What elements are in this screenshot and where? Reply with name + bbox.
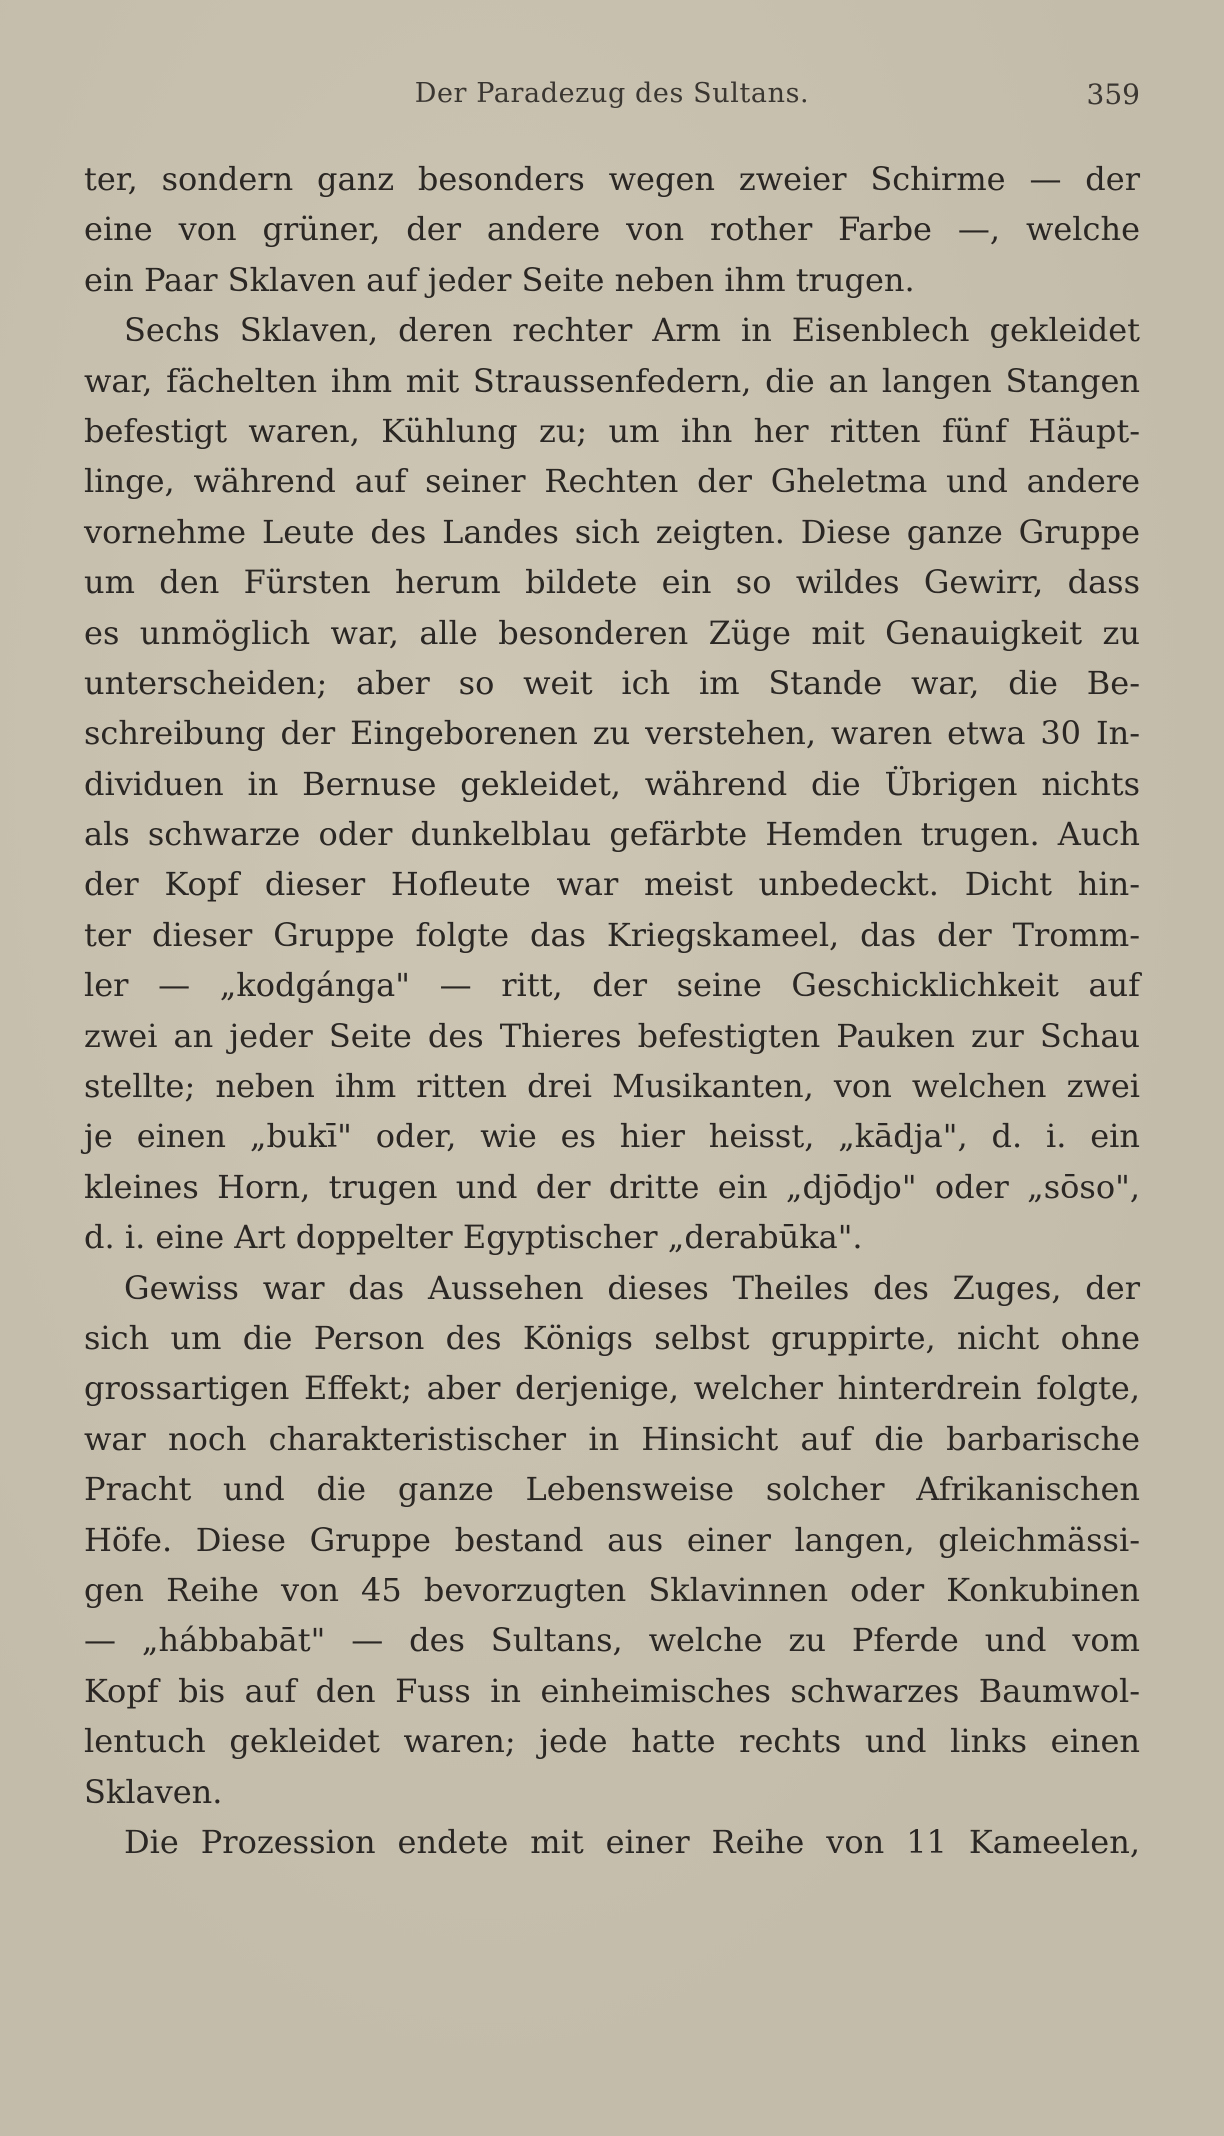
text-line: unterscheiden; aber so weit ich im Stande war, die Be- (84, 663, 1140, 702)
text-line: dividuen in Bernuse gekleidet, während die Übrigen nichts (84, 764, 1140, 803)
text-line: befestigt waren, Kühlung zu; um ihn her ritten fünf Häupt- (84, 411, 1140, 450)
text-line: sich um die Person des Königs selbst gruppirte, nicht ohne (84, 1318, 1140, 1357)
text-line: schreibung der Eingeborenen zu verstehen, waren etwa 30 In- (84, 714, 1140, 753)
text-line: als schwarze oder dunkelblau gefärbte Hemden trugen. Auch (84, 815, 1140, 854)
text-line: war noch charakteristischer in Hinsicht auf die barbarische (84, 1419, 1140, 1458)
text-line: gen Reihe von 45 bevorzugten Sklavinnen oder Konkubinen (84, 1570, 1140, 1609)
text-line: stellte; neben ihm ritten drei Musikanten, von welchen zwei (84, 1067, 1140, 1106)
text-line: um den Fürsten herum bildete ein so wildes Gewirr, dass (84, 563, 1140, 602)
text-line: es unmöglich war, alle besonderen Züge mit Genauigkeit zu (84, 613, 1140, 652)
text-line: d. i. eine Art doppelter Egyptischer „derabūka". (84, 1218, 863, 1257)
text-line: kleines Horn, trugen und der dritte ein „djōdjo" oder „sōso", (84, 1167, 1140, 1206)
page-header (84, 78, 1140, 118)
text-line: eine von grüner, der andere von rother Farbe —, welche (84, 210, 1140, 249)
text-line: ler — „kodgánga" — ritt, der seine Geschicklichkeit auf (84, 966, 1140, 1005)
body-text (84, 154, 1140, 1867)
text-line: zwei an jeder Seite des Thieres befestigten Pauken zur Schau (84, 1016, 1140, 1055)
text-line: vornehme Leute des Landes sich zeigten. Diese ganze Gruppe (84, 512, 1140, 551)
text-line: grossartigen Effekt; aber derjenige, welcher hinterdrein folgte, (84, 1369, 1140, 1408)
text-line: Sklaven. (84, 1772, 223, 1811)
text-line: Sechs Sklaven, deren rechter Arm in Eisenblech gekleidet (124, 311, 1140, 350)
text-line: ter, sondern ganz besonders wegen zweier Schirme — der (84, 160, 1140, 198)
text-line: Höfe. Diese Gruppe bestand aus einer langen, gleichmässi- (84, 1520, 1140, 1559)
text-line: Pracht und die ganze Lebensweise solcher Afrikanischen (84, 1470, 1140, 1509)
text-line: je einen „bukī" oder, wie es hier heisst, „kādja", d. i. ein (84, 1117, 1140, 1156)
text-line: Gewiss war das Aussehen dieses Theiles des Zuges, der (124, 1268, 1140, 1307)
text-line: Kopf bis auf den Fuss in einheimisches schwarzes Baumwol- (84, 1671, 1140, 1710)
text-line: ein Paar Sklaven auf jeder Seite neben ihm trugen. (84, 260, 915, 299)
text-line: linge, während auf seiner Rechten der Gheletma und andere (84, 462, 1140, 501)
text-line: war, fächelten ihm mit Straussenfedern, die an langen Stangen (84, 361, 1140, 400)
running-title: Der Paradezug des Sultans. (414, 78, 810, 109)
text-line: lentuch gekleidet waren; jede hatte rechts und links einen (84, 1722, 1140, 1761)
text-line: — „hábbabāt" — des Sultans, welche zu Pferde und vom (84, 1621, 1140, 1660)
text-line: Die Prozession endete mit einer Reihe von 11 Kameelen, (124, 1822, 1140, 1861)
text-line: der Kopf dieser Hofleute war meist unbedeckt. Dicht hin- (84, 865, 1140, 904)
page-number: 359 (1086, 78, 1140, 111)
text-line: ter dieser Gruppe folgte das Kriegskameel, das der Tromm- (84, 915, 1140, 954)
